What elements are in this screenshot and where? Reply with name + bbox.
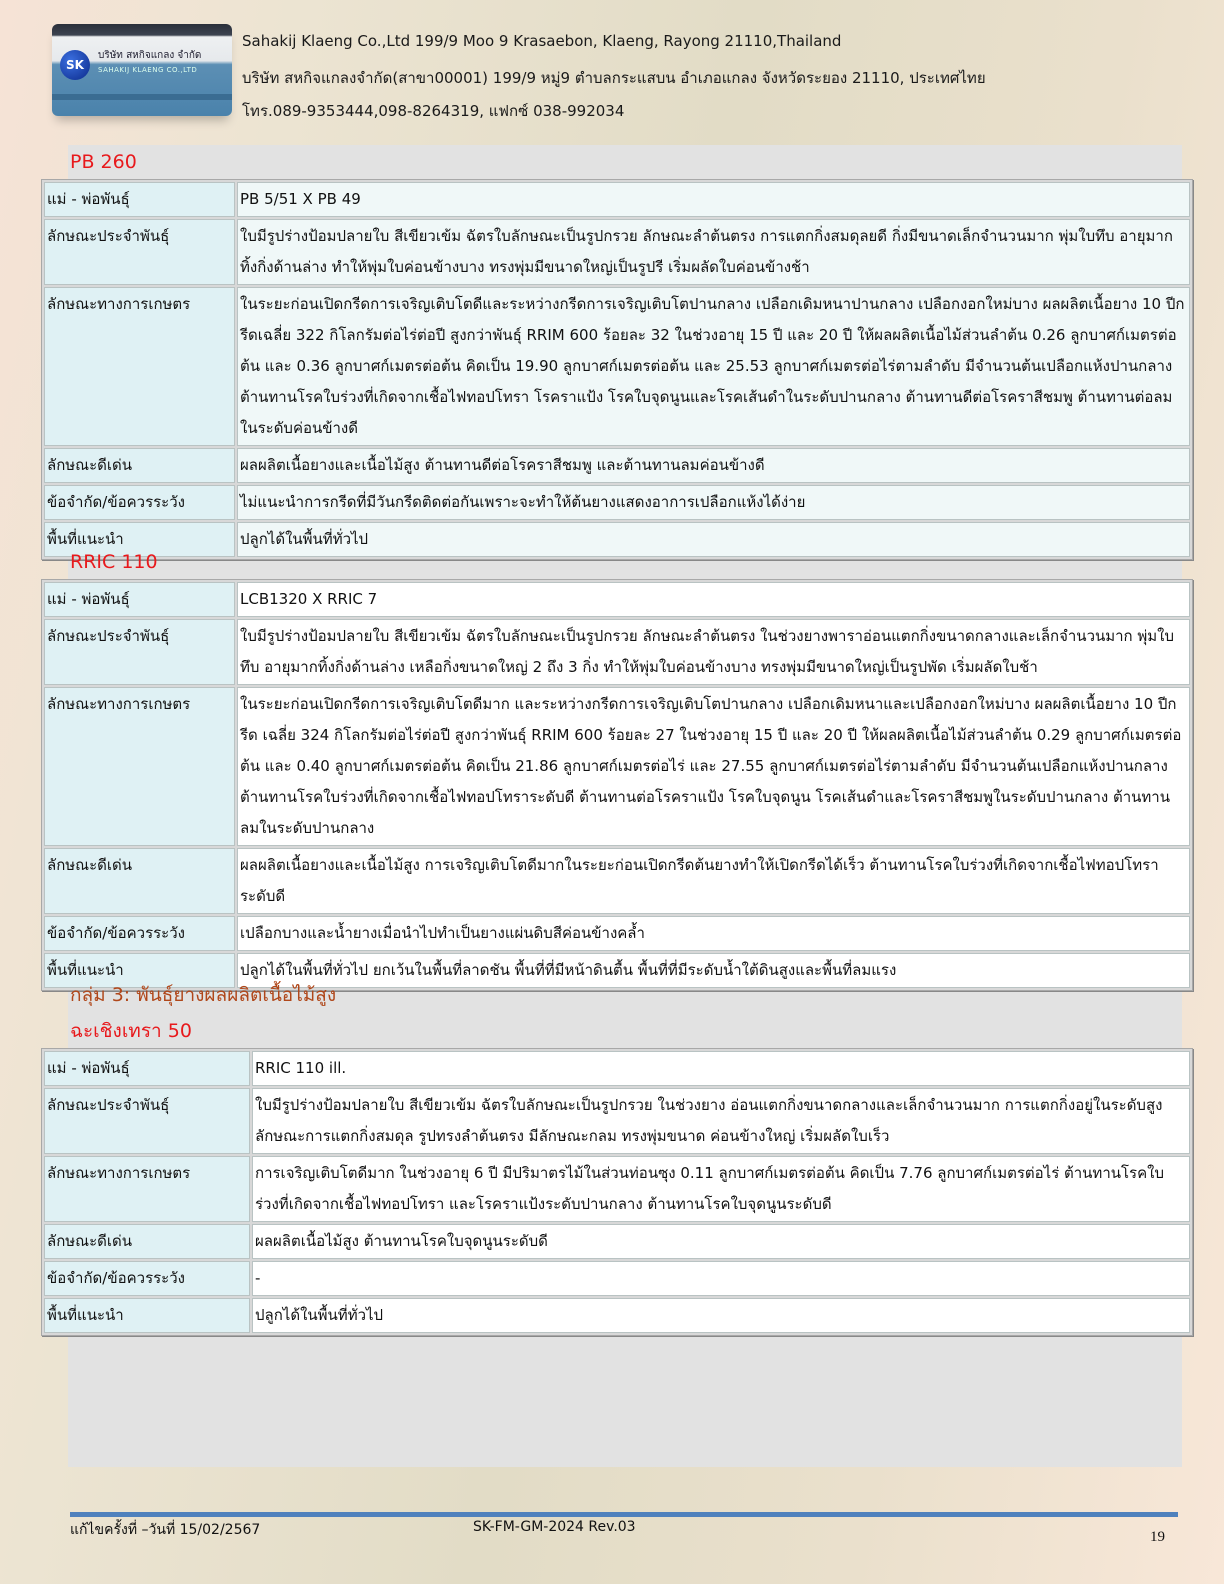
row-value: ใบมีรูปร่างป้อมปลายใบ สีเขียวเข้ม ฉัตรใบลักษณะเป็นรูปกรวย ลักษณะลำต้นตรง การแตกกิ่งสมดุลยดี กิ่งมีขนาดเล็กจำนวนมาก พุ่มใบทึบ อายุมากทิ้งกิ่งด้านล่าง ทำให้พุ่มใบค่อนข้างบาง ทรงพุ่มมีขนาดใหญ่เป็นรูปรี เริ่มผลัดใบค่อนข้างช้า	[237, 219, 1190, 285]
row-value: ผลผลิตเนื้อยางและเนื้อไม้สูง การเจริญเติบโตดีมากในระยะก่อนเปิดกรีดต้นยางทำให้เปิดกรีดได้เร็ว ต้านทานโรคใบร่วงที่เกิดจากเชื้อไฟทอปโทราระดับดี	[237, 848, 1190, 914]
group-title: กลุ่ม 3: พันธุ์ยางผลผลิตเนื้อไม้สูง	[70, 984, 337, 1006]
row-label: แม่ - พ่อพันธุ์	[44, 1051, 250, 1086]
table-row	[44, 619, 1190, 685]
table-row	[44, 1224, 1190, 1259]
logo-english-name: SAHAKIJ KLAENG CO.,LTD	[98, 66, 198, 74]
row-label: ลักษณะทางการเกษตร	[44, 1156, 250, 1222]
table-row	[44, 1298, 1190, 1333]
table-row	[44, 1088, 1190, 1154]
table-row	[44, 1261, 1190, 1296]
logo-thai-name: บริษัท สหกิจแกลง จำกัด	[98, 50, 202, 61]
company-contact: โทร.089-9353444,098-8264319, แฟกซ์ 038-992034	[242, 102, 625, 120]
row-label: ข้อจำกัด/ข้อควรระวัง	[44, 1261, 250, 1296]
row-value: RRIC 110 ill.	[252, 1051, 1190, 1086]
row-label: แม่ - พ่อพันธุ์	[44, 582, 235, 617]
table-row	[44, 219, 1190, 285]
row-value: -	[252, 1261, 1190, 1296]
row-label: ลักษณะประจำพันธุ์	[44, 219, 235, 285]
row-label: พื้นที่แนะนำ	[44, 953, 235, 988]
footer-divider	[70, 1512, 1178, 1517]
letterhead	[52, 24, 1152, 144]
row-label: ข้อจำกัด/ข้อควรระวัง	[44, 485, 235, 520]
row-value: PB 5/51 X PB 49	[237, 182, 1190, 217]
row-label: ลักษณะประจำพันธุ์	[44, 619, 235, 685]
row-value: ในระยะก่อนเปิดกรีดการเจริญเติบโตดีและระหว่างกรีดการเจริญเติบโตปานกลาง เปลือกเดิมหนาปานกลาง เปลือกงอกใหม่บาง ผลผลิตเนื้อยาง 10 ปีกรีดเฉลี่ย 322 กิโลกรัมต่อไร่ต่อปี สูงกว่าพันธุ์ RRIM 600 ร้อยละ 32 ในช่วงอายุ 15 ปี และ 20 ปี ให้ผลผลิตเนื้อไม้ส่วนลำต้น 0.26 ลูกบาศก์เมตรต่อต้น และ 0.36 ลูกบาศก์เมตรต่อต้น คิดเป็น 19.90 ลูกบาศก์เมตรต่อต้น และ 25.53 ลูกบาศก์เมตรต่อไร่ตามลำดับ มีจำนวนต้นเปลือกแห้งปานกลาง ต้านทานโรคใบร่วงที่เกิดจากเชื้อไฟทอปโทรา โรคราแป้ง โรคใบจุดนูนและโรคเส้นดำในระดับปานกลาง ต้านทานดีต่อโรคราสีชมพู ต้านทานต่อลมในระดับค่อนข้างดี	[237, 287, 1190, 446]
table-row	[44, 1051, 1190, 1086]
variety-title: ฉะเชิงเทรา 50	[70, 1020, 192, 1042]
row-value: ปลูกได้ในพื้นที่ทั่วไป	[252, 1298, 1190, 1333]
variety-spec-table	[41, 179, 1193, 560]
variety-spec-table	[41, 1048, 1193, 1336]
row-value: ไม่แนะนำการกรีดที่มีวันกรีดติดต่อกันเพราะจะทำให้ต้นยางแสดงอาการเปลือกแห้งได้ง่าย	[237, 485, 1190, 520]
variety-title: PB 260	[70, 151, 137, 173]
logo-emblem-icon: SK	[60, 50, 90, 80]
row-label: พื้นที่แนะนำ	[44, 1298, 250, 1333]
row-label: พื้นที่แนะนำ	[44, 522, 235, 557]
logo-stripe	[52, 94, 232, 100]
variety-spec-table	[41, 579, 1193, 991]
row-label: ลักษณะดีเด่น	[44, 848, 235, 914]
footer-doc-code: SK-FM-GM-2024 Rev.03	[473, 1519, 636, 1535]
company-address-en: Sahakij Klaeng Co.,Ltd 199/9 Moo 9 Krasaebon, Klaeng, Rayong 21110,Thailand	[242, 32, 842, 50]
table-row	[44, 182, 1190, 217]
row-value: ใบมีรูปร่างป้อมปลายใบ สีเขียวเข้ม ฉัตรใบลักษณะเป็นรูปกรวย ในช่วงยาง อ่อนแตกกิ่งขนาดกลางและเล็กจำนวนมาก การแตกกิ่งอยู่ในระดับสูง ลักษณะการแตกกิ่งสมดุล รูปทรงลำต้นตรง มีลักษณะกลม ทรงพุ่มขนาด ค่อนข้างใหญ่ เริ่มผลัดใบเร็ว	[252, 1088, 1190, 1154]
table-row	[44, 687, 1190, 846]
footer-revision: แก้ไขครั้งที่ –วันที่ 15/02/2567	[70, 1522, 261, 1538]
company-logo	[52, 24, 232, 116]
table-row	[44, 485, 1190, 520]
row-value: ผลผลิตเนื้อยางและเนื้อไม้สูง ต้านทานดีต่อโรคราสีชมพู และต้านทานลมค่อนข้างดี	[237, 448, 1190, 483]
row-value: การเจริญเติบโตดีมาก ในช่วงอายุ 6 ปี มีปริมาตรไม้ในส่วนท่อนซุง 0.11 ลูกบาศก์เมตรต่อต้น คิดเป็น 7.76 ลูกบาศก์เมตรต่อไร่ ต้านทานโรคใบร่วงที่เกิดจากเชื้อไฟทอปโทรา และโรคราแป้งระดับปานกลาง ต้านทานโรคใบจุดนูนระดับดี	[252, 1156, 1190, 1222]
variety-section-chachoengsao50	[42, 976, 1194, 1336]
row-value: เปลือกบางและน้ำยางเมื่อนำไปทำเป็นยางแผ่นดิบสีค่อนข้างคล้ำ	[237, 916, 1190, 951]
row-label: ลักษณะประจำพันธุ์	[44, 1088, 250, 1154]
row-value: ปลูกได้ในพื้นที่ทั่วไป	[237, 522, 1190, 557]
table-row	[44, 916, 1190, 951]
company-address-th: บริษัท สหกิจแกลงจำกัด(สาขา00001) 199/9 หมู่9 ตำบลกระแสบน อำเภอแกลง จังหวัดระยอง 21110, ประเทศไทย	[242, 69, 986, 87]
table-row	[44, 287, 1190, 446]
row-label: ลักษณะดีเด่น	[44, 448, 235, 483]
table-row	[44, 582, 1190, 617]
row-value: ในระยะก่อนเปิดกรีดการเจริญเติบโตดีมาก และระหว่างกรีดการเจริญเติบโตปานกลาง เปลือกเดิมหนาและเปลือกงอกใหม่บาง ผลผลิตเนื้อยาง 10 ปีกรีด เฉลี่ย 324 กิโลกรัมต่อไร่ต่อปี สูงกว่าพันธุ์ RRIM 600 ร้อยละ 27 ในช่วงอายุ 15 ปี และ 20 ปี ให้ผลผลิตเนื้อไม้ส่วนลำต้น 0.29 ลูกบาศก์เมตรต่อต้น และ 0.40 ลูกบาศก์เมตรต่อต้น คิดเป็น 21.86 ลูกบาศก์เมตรต่อไร่ และ 27.55 ลูกบาศก์เมตรต่อไร่ตามลำดับ มีจำนวนต้นเปลือกแห้งปานกลาง ต้านทานโรคใบร่วงที่เกิดจากเชื้อไฟทอปโทราระดับดี ต้านทานต่อโรคราแป้ง โรคใบจุดนูน โรคเส้นดำและโรคราสีชมพูในระดับปานกลาง ต้านทานลมในระดับปานกลาง	[237, 687, 1190, 846]
row-value: LCB1320 X RRIC 7	[237, 582, 1190, 617]
row-label: แม่ - พ่อพันธุ์	[44, 182, 235, 217]
row-label: ลักษณะทางการเกษตร	[44, 687, 235, 846]
variety-section-pb260	[42, 145, 1194, 560]
row-value: ผลผลิตเนื้อไม้สูง ต้านทานโรคใบจุดนูนระดับดี	[252, 1224, 1190, 1259]
row-label: ข้อจำกัด/ข้อควรระวัง	[44, 916, 235, 951]
row-value: ใบมีรูปร่างป้อมปลายใบ สีเขียวเข้ม ฉัตรใบลักษณะเป็นรูปกรวย ลักษณะลำต้นตรง ในช่วงยางพาราอ่อนแตกกิ่งขนาดกลางและเล็กจำนวนมาก พุ่มใบทึบ อายุมากทิ้งกิ่งด้านล่าง เหลือกิ่งขนาดใหญ่ 2 ถึง 3 กิ่ง ทำให้พุ่มใบค่อนข้างบาง ทรงพุ่มมีขนาดใหญ่เป็นรูปพัด เริ่มผลัดใบช้า	[237, 619, 1190, 685]
row-label: ลักษณะทางการเกษตร	[44, 287, 235, 446]
variety-title: RRIC 110	[70, 551, 158, 573]
table-row	[44, 848, 1190, 914]
row-label: ลักษณะดีเด่น	[44, 1224, 250, 1259]
variety-section-rric110	[42, 545, 1194, 991]
row-value: ปลูกได้ในพื้นที่ทั่วไป ยกเว้นในพื้นที่ลาดชัน พื้นที่ที่มีหน้าดินตื้น พื้นที่ที่มีระดับน้ำใต้ดินสูงและพื้นที่ลมแรง	[237, 953, 1190, 988]
table-row	[44, 1156, 1190, 1222]
page-number: 19	[1150, 1529, 1165, 1545]
table-row	[44, 448, 1190, 483]
